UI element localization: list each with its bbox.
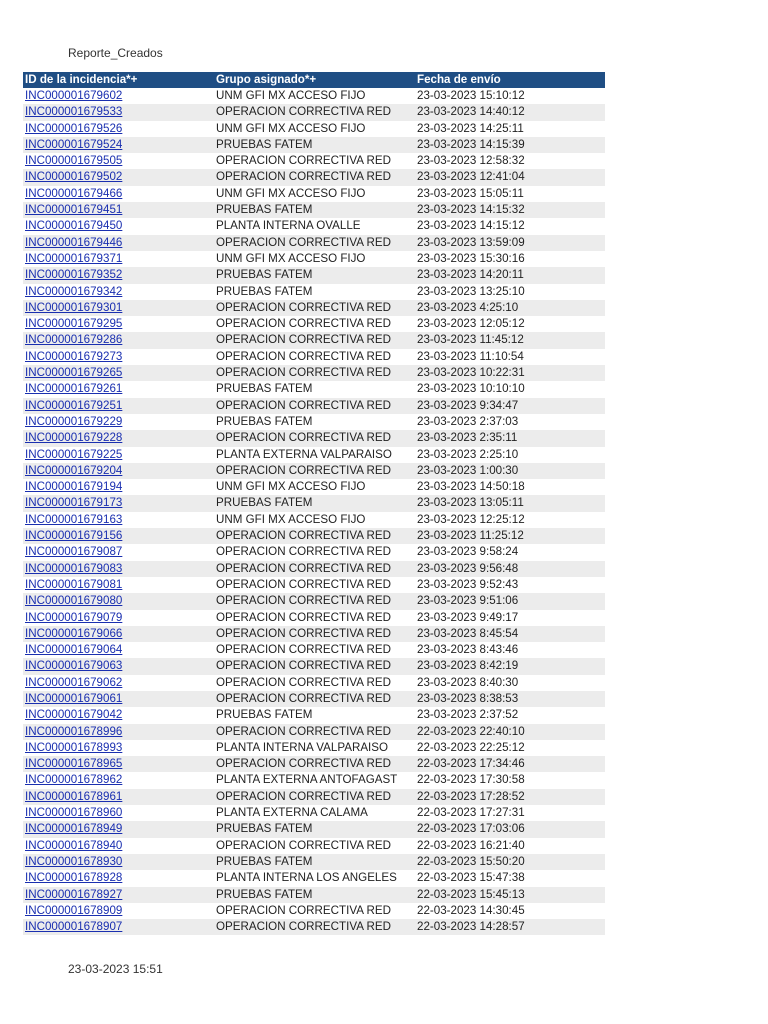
incident-link[interactable]: INC000001679602 <box>25 89 123 102</box>
incident-link[interactable]: INC000001679265 <box>25 366 123 380</box>
submit-date-cell: 23-03-2023 9:58:24 <box>415 544 605 560</box>
table-row <box>23 235 605 251</box>
table-row <box>23 153 605 169</box>
submit-date-cell: 23-03-2023 9:51:06 <box>415 593 605 609</box>
incident-link[interactable]: INC000001679251 <box>25 398 123 412</box>
incident-link[interactable]: INC000001678960 <box>25 806 123 820</box>
submit-date-cell: 23-03-2023 1:00:30 <box>415 463 605 479</box>
report-title: Reporte_Creados <box>68 46 163 60</box>
incident-id-cell <box>23 544 214 560</box>
table-row <box>23 251 605 267</box>
submit-date-cell: 22-03-2023 22:25:12 <box>415 740 605 756</box>
table-row <box>23 202 605 218</box>
incident-link[interactable]: INC000001679273 <box>25 349 123 363</box>
table-row <box>23 854 605 870</box>
incident-id-cell <box>23 430 214 446</box>
table-row <box>23 316 605 332</box>
table-row <box>23 300 605 316</box>
incident-id-cell <box>23 365 214 381</box>
table-row <box>23 903 605 919</box>
incident-link[interactable]: INC000001679204 <box>25 463 123 477</box>
incident-link[interactable]: INC000001678965 <box>25 757 123 771</box>
incident-id-cell <box>23 675 214 691</box>
table-row <box>23 104 605 120</box>
assigned-group-cell: OPERACION CORRECTIVA RED <box>214 626 415 642</box>
assigned-group-cell: OPERACION CORRECTIVA RED <box>214 658 415 674</box>
column-header-assigned-group: Grupo asignado*+ <box>214 72 415 88</box>
incident-link[interactable]: INC000001679533 <box>25 105 123 119</box>
assigned-group-cell: OPERACION CORRECTIVA RED <box>214 642 415 658</box>
submit-date-cell: 23-03-2023 10:10:10 <box>415 381 605 397</box>
incident-id-cell <box>23 740 214 756</box>
submit-date-cell: 23-03-2023 14:25:11 <box>415 121 605 137</box>
table-row <box>23 137 605 153</box>
assigned-group-cell: PRUEBAS FATEM <box>214 381 415 397</box>
incident-id-cell <box>23 528 214 544</box>
assigned-group-cell: PRUEBAS FATEM <box>214 495 415 511</box>
incident-id-cell <box>23 447 214 463</box>
assigned-group-cell: OPERACION CORRECTIVA RED <box>214 691 415 707</box>
incident-id-cell <box>23 772 214 788</box>
assigned-group-cell: UNM GFI MX ACCESO FIJO <box>214 251 415 267</box>
assigned-group-cell: OPERACION CORRECTIVA RED <box>214 919 415 935</box>
incident-id-cell <box>23 642 214 658</box>
assigned-group-cell: UNM GFI MX ACCESO FIJO <box>214 88 415 104</box>
assigned-group-cell: OPERACION CORRECTIVA RED <box>214 838 415 854</box>
submit-date-cell: 23-03-2023 2:37:03 <box>415 414 605 430</box>
table-body <box>23 88 605 935</box>
assigned-group-cell: PRUEBAS FATEM <box>214 821 415 837</box>
submit-date-cell: 23-03-2023 10:22:31 <box>415 365 605 381</box>
incident-id-cell <box>23 332 214 348</box>
assigned-group-cell: PLANTA INTERNA LOS ANGELES <box>214 870 415 886</box>
table-row <box>23 463 605 479</box>
assigned-group-cell: UNM GFI MX ACCESO FIJO <box>214 186 415 202</box>
incident-link[interactable]: INC000001679064 <box>25 643 123 657</box>
incident-id-cell <box>23 153 214 169</box>
assigned-group-cell: PRUEBAS FATEM <box>214 854 415 870</box>
incident-link[interactable]: INC000001679156 <box>25 529 123 543</box>
incident-id-cell <box>23 414 214 430</box>
assigned-group-cell: OPERACION CORRECTIVA RED <box>214 365 415 381</box>
assigned-group-cell: PLANTA EXTERNA VALPARAISO <box>214 447 415 463</box>
assigned-group-cell: PRUEBAS FATEM <box>214 202 415 218</box>
table-row <box>23 691 605 707</box>
incident-link[interactable]: INC000001679502 <box>25 170 123 184</box>
incident-link[interactable]: INC000001679062 <box>25 675 123 689</box>
incident-link[interactable]: INC000001679080 <box>25 594 123 608</box>
submit-date-cell: 22-03-2023 14:28:57 <box>415 919 605 935</box>
incident-link[interactable]: INC000001679066 <box>25 626 123 640</box>
table-row <box>23 479 605 495</box>
incident-id-cell <box>23 870 214 886</box>
incident-id-cell <box>23 169 214 185</box>
table-row <box>23 332 605 348</box>
incident-id-cell <box>23 707 214 723</box>
incident-id-cell <box>23 838 214 854</box>
incident-id-cell <box>23 821 214 837</box>
incident-link[interactable]: INC000001679352 <box>25 268 123 282</box>
assigned-group-cell: OPERACION CORRECTIVA RED <box>214 675 415 691</box>
table-row <box>23 789 605 805</box>
incident-link[interactable]: INC000001679466 <box>25 186 123 200</box>
assigned-group-cell: OPERACION CORRECTIVA RED <box>214 789 415 805</box>
submit-date-cell: 22-03-2023 17:28:52 <box>415 789 605 805</box>
incident-id-cell <box>23 300 214 316</box>
submit-date-cell: 22-03-2023 17:03:06 <box>415 821 605 837</box>
assigned-group-cell: OPERACION CORRECTIVA RED <box>214 316 415 332</box>
submit-date-cell: 22-03-2023 22:40:10 <box>415 724 605 740</box>
assigned-group-cell: OPERACION CORRECTIVA RED <box>214 169 415 185</box>
table-row <box>23 642 605 658</box>
assigned-group-cell: OPERACION CORRECTIVA RED <box>214 398 415 414</box>
table-row <box>23 756 605 772</box>
incident-id-cell <box>23 398 214 414</box>
table-row <box>23 447 605 463</box>
incident-id-cell <box>23 577 214 593</box>
submit-date-cell: 23-03-2023 8:38:53 <box>415 691 605 707</box>
table-row <box>23 267 605 283</box>
incident-id-cell <box>23 137 214 153</box>
table-row <box>23 724 605 740</box>
table-row <box>23 740 605 756</box>
table-row <box>23 186 605 202</box>
submit-date-cell: 22-03-2023 15:45:13 <box>415 887 605 903</box>
table-row <box>23 561 605 577</box>
incident-id-cell <box>23 186 214 202</box>
submit-date-cell: 23-03-2023 13:05:11 <box>415 495 605 511</box>
submit-date-cell: 23-03-2023 12:41:04 <box>415 169 605 185</box>
incident-link[interactable]: INC000001679446 <box>25 235 123 249</box>
submit-date-cell: 22-03-2023 17:34:46 <box>415 756 605 772</box>
submit-date-cell: 23-03-2023 14:50:18 <box>415 479 605 495</box>
incident-link[interactable]: INC000001679526 <box>25 121 123 135</box>
assigned-group-cell: PRUEBAS FATEM <box>214 707 415 723</box>
table-row <box>23 593 605 609</box>
submit-date-cell: 23-03-2023 9:49:17 <box>415 610 605 626</box>
incident-id-cell <box>23 495 214 511</box>
assigned-group-cell: PRUEBAS FATEM <box>214 137 415 153</box>
table-row <box>23 218 605 234</box>
incident-link[interactable]: INC000001679063 <box>25 659 123 673</box>
assigned-group-cell: OPERACION CORRECTIVA RED <box>214 430 415 446</box>
submit-date-cell: 23-03-2023 8:40:30 <box>415 675 605 691</box>
incident-id-cell <box>23 724 214 740</box>
assigned-group-cell: PLANTA EXTERNA ANTOFAGAST <box>214 772 415 788</box>
table-row <box>23 919 605 935</box>
incident-link[interactable]: INC000001679228 <box>25 431 123 445</box>
submit-date-cell: 23-03-2023 14:15:32 <box>415 202 605 218</box>
assigned-group-cell: OPERACION CORRECTIVA RED <box>214 153 415 169</box>
assigned-group-cell: OPERACION CORRECTIVA RED <box>214 463 415 479</box>
incident-id-cell <box>23 561 214 577</box>
assigned-group-cell: OPERACION CORRECTIVA RED <box>214 300 415 316</box>
submit-date-cell: 22-03-2023 17:30:58 <box>415 772 605 788</box>
submit-date-cell: 23-03-2023 12:58:32 <box>415 153 605 169</box>
incident-id-cell <box>23 919 214 935</box>
incident-id-cell <box>23 381 214 397</box>
assigned-group-cell: OPERACION CORRECTIVA RED <box>214 577 415 593</box>
assigned-group-cell: PRUEBAS FATEM <box>214 414 415 430</box>
incident-id-cell <box>23 756 214 772</box>
incident-link[interactable]: INC000001678909 <box>25 903 123 917</box>
table-row <box>23 169 605 185</box>
submit-date-cell: 23-03-2023 12:05:12 <box>415 316 605 332</box>
submit-date-cell: 23-03-2023 11:10:54 <box>415 349 605 365</box>
incident-link[interactable]: INC000001678949 <box>25 822 123 836</box>
incident-link[interactable]: INC000001678962 <box>25 773 123 787</box>
incident-link[interactable]: INC000001679081 <box>25 577 123 591</box>
table-row <box>23 349 605 365</box>
incident-id-cell <box>23 316 214 332</box>
table-row <box>23 512 605 528</box>
assigned-group-cell: OPERACION CORRECTIVA RED <box>214 610 415 626</box>
incident-link[interactable]: INC000001678996 <box>25 724 123 738</box>
submit-date-cell: 23-03-2023 14:40:12 <box>415 104 605 120</box>
submit-date-cell: 23-03-2023 14:15:39 <box>415 137 605 153</box>
table-row <box>23 381 605 397</box>
submit-date-cell: 23-03-2023 9:56:48 <box>415 561 605 577</box>
table-row <box>23 838 605 854</box>
incident-id-cell <box>23 658 214 674</box>
incident-id-cell <box>23 610 214 626</box>
assigned-group-cell: OPERACION CORRECTIVA RED <box>214 332 415 348</box>
table-row <box>23 365 605 381</box>
submit-date-cell: 23-03-2023 13:25:10 <box>415 284 605 300</box>
table-row <box>23 121 605 137</box>
assigned-group-cell: OPERACION CORRECTIVA RED <box>214 724 415 740</box>
submit-date-cell: 23-03-2023 15:10:12 <box>415 88 605 104</box>
incident-id-cell <box>23 887 214 903</box>
table-row <box>23 495 605 511</box>
incident-id-cell <box>23 789 214 805</box>
report-footer-timestamp: 23-03-2023 15:51 <box>68 962 163 976</box>
assigned-group-cell: PRUEBAS FATEM <box>214 267 415 283</box>
incident-link[interactable]: INC000001679042 <box>25 708 123 722</box>
submit-date-cell: 23-03-2023 14:20:11 <box>415 267 605 283</box>
table-row <box>23 398 605 414</box>
assigned-group-cell: UNM GFI MX ACCESO FIJO <box>214 512 415 528</box>
incident-link[interactable]: INC000001679301 <box>25 300 123 314</box>
submit-date-cell: 23-03-2023 2:35:11 <box>415 430 605 446</box>
incident-link[interactable]: INC000001679371 <box>25 251 123 265</box>
incident-id-cell <box>23 121 214 137</box>
column-header-incident-id: ID de la incidencia*+ <box>23 72 214 88</box>
submit-date-cell: 22-03-2023 15:47:38 <box>415 870 605 886</box>
incident-id-cell <box>23 349 214 365</box>
submit-date-cell: 23-03-2023 4:25:10 <box>415 300 605 316</box>
table-row <box>23 707 605 723</box>
table-row <box>23 675 605 691</box>
incident-link[interactable]: INC000001679286 <box>25 333 123 347</box>
incident-id-cell <box>23 854 214 870</box>
table-row <box>23 658 605 674</box>
submit-date-cell: 23-03-2023 12:25:12 <box>415 512 605 528</box>
submit-date-cell: 23-03-2023 11:25:12 <box>415 528 605 544</box>
incident-link[interactable]: INC000001679342 <box>25 284 123 298</box>
column-header-submit-date: Fecha de envío <box>415 72 605 88</box>
submit-date-cell: 22-03-2023 16:21:40 <box>415 838 605 854</box>
table-row <box>23 528 605 544</box>
incident-link[interactable]: INC000001679163 <box>25 512 123 526</box>
assigned-group-cell: PLANTA INTERNA VALPARAISO <box>214 740 415 756</box>
incident-id-cell <box>23 593 214 609</box>
incident-link[interactable]: INC000001679450 <box>25 219 123 233</box>
table-row <box>23 805 605 821</box>
table-row <box>23 88 605 104</box>
table-row <box>23 577 605 593</box>
assigned-group-cell: UNM GFI MX ACCESO FIJO <box>214 479 415 495</box>
table-row <box>23 772 605 788</box>
incident-id-cell <box>23 479 214 495</box>
incident-id-cell <box>23 903 214 919</box>
submit-date-cell: 22-03-2023 15:50:20 <box>415 854 605 870</box>
assigned-group-cell: UNM GFI MX ACCESO FIJO <box>214 121 415 137</box>
table-row <box>23 610 605 626</box>
incident-link[interactable]: INC000001679524 <box>25 137 123 151</box>
table-row <box>23 414 605 430</box>
assigned-group-cell: PLANTA INTERNA OVALLE <box>214 218 415 234</box>
incident-id-cell <box>23 104 214 120</box>
incident-id-cell <box>23 218 214 234</box>
incident-link[interactable]: INC000001679061 <box>25 691 123 705</box>
submit-date-cell: 22-03-2023 14:30:45 <box>415 903 605 919</box>
incident-link[interactable]: INC000001678907 <box>25 920 123 934</box>
submit-date-cell: 23-03-2023 8:43:46 <box>415 642 605 658</box>
submit-date-cell: 22-03-2023 17:27:31 <box>415 805 605 821</box>
incident-link[interactable]: INC000001678961 <box>25 789 123 803</box>
table-row <box>23 430 605 446</box>
incident-id-cell <box>23 691 214 707</box>
table-row <box>23 284 605 300</box>
incident-id-cell <box>23 626 214 642</box>
submit-date-cell: 23-03-2023 14:15:12 <box>415 218 605 234</box>
submit-date-cell: 23-03-2023 9:52:43 <box>415 577 605 593</box>
submit-date-cell: 23-03-2023 2:25:10 <box>415 447 605 463</box>
assigned-group-cell: OPERACION CORRECTIVA RED <box>214 593 415 609</box>
incident-link[interactable]: INC000001679079 <box>25 610 123 624</box>
incident-link[interactable]: INC000001678927 <box>25 887 123 901</box>
incident-link[interactable]: INC000001679225 <box>25 447 123 461</box>
incident-id-cell <box>23 805 214 821</box>
incident-id-cell <box>23 463 214 479</box>
table-row <box>23 887 605 903</box>
table-row <box>23 544 605 560</box>
incident-id-cell <box>23 88 214 104</box>
incident-link[interactable]: INC000001679451 <box>25 203 123 217</box>
table-header <box>23 72 605 88</box>
table-row <box>23 626 605 642</box>
incident-link[interactable]: INC000001679173 <box>25 496 123 510</box>
incident-link[interactable]: INC000001679505 <box>25 154 123 168</box>
submit-date-cell: 23-03-2023 11:45:12 <box>415 332 605 348</box>
incident-link[interactable]: INC000001679087 <box>25 545 123 559</box>
assigned-group-cell: OPERACION CORRECTIVA RED <box>214 561 415 577</box>
submit-date-cell: 23-03-2023 13:59:09 <box>415 235 605 251</box>
submit-date-cell: 23-03-2023 8:42:19 <box>415 658 605 674</box>
incident-link[interactable]: INC000001679261 <box>25 382 123 396</box>
incident-id-cell <box>23 235 214 251</box>
incident-link[interactable]: INC000001679083 <box>25 561 123 575</box>
submit-date-cell: 23-03-2023 2:37:52 <box>415 707 605 723</box>
incident-id-cell <box>23 267 214 283</box>
incident-link[interactable]: INC000001679295 <box>25 317 123 331</box>
assigned-group-cell: OPERACION CORRECTIVA RED <box>214 544 415 560</box>
assigned-group-cell: OPERACION CORRECTIVA RED <box>214 756 415 772</box>
submit-date-cell: 23-03-2023 15:30:16 <box>415 251 605 267</box>
incident-link[interactable]: INC000001678940 <box>25 838 123 852</box>
assigned-group-cell: PRUEBAS FATEM <box>214 284 415 300</box>
table-row <box>23 821 605 837</box>
submit-date-cell: 23-03-2023 9:34:47 <box>415 398 605 414</box>
incident-id-cell <box>23 512 214 528</box>
incident-id-cell <box>23 251 214 267</box>
incident-link[interactable]: INC000001678930 <box>25 854 123 868</box>
assigned-group-cell: OPERACION CORRECTIVA RED <box>214 349 415 365</box>
assigned-group-cell: OPERACION CORRECTIVA RED <box>214 235 415 251</box>
incident-link[interactable]: INC000001679194 <box>25 480 123 494</box>
assigned-group-cell: PLANTA EXTERNA CALAMA <box>214 805 415 821</box>
incident-id-cell <box>23 202 214 218</box>
incident-link[interactable]: INC000001679229 <box>25 414 123 428</box>
incidents-table <box>23 72 605 935</box>
incident-id-cell <box>23 284 214 300</box>
incident-link[interactable]: INC000001678993 <box>25 740 123 754</box>
assigned-group-cell: OPERACION CORRECTIVA RED <box>214 903 415 919</box>
submit-date-cell: 23-03-2023 15:05:11 <box>415 186 605 202</box>
table-row <box>23 870 605 886</box>
header-row <box>23 72 605 88</box>
assigned-group-cell: PRUEBAS FATEM <box>214 887 415 903</box>
submit-date-cell: 23-03-2023 8:45:54 <box>415 626 605 642</box>
assigned-group-cell: OPERACION CORRECTIVA RED <box>214 104 415 120</box>
assigned-group-cell: OPERACION CORRECTIVA RED <box>214 528 415 544</box>
incident-link[interactable]: INC000001678928 <box>25 871 123 885</box>
